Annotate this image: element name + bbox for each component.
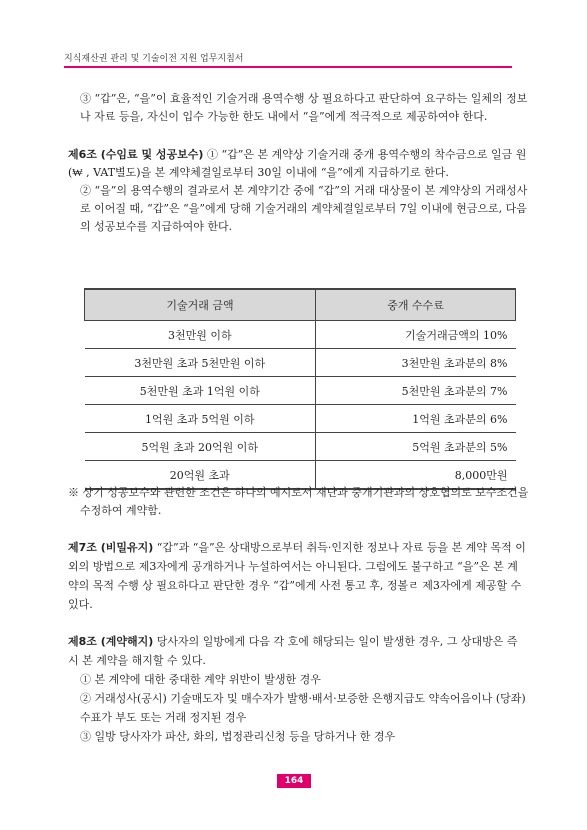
article-8-item-1: ① 본 계약에 대한 중대한 계약 위반이 발생한 경우 [80, 673, 321, 686]
page-number: 164 [277, 774, 311, 788]
table-row [85, 433, 516, 461]
articles-7-8 [68, 538, 526, 746]
article-8-item-2: ② 거래성사(공시) 기술매도자 및 매수자가 발행·배서·보증한 은행지급도 약속어음이나 (당좌)수표가 부도 또는 거래 정지된 경우 [80, 692, 526, 724]
table-cell-fee: 8,000만원 [316, 461, 516, 490]
table-cell-fee: 1억원 초과분의 6% [316, 405, 516, 433]
article-6-item-2: ② “을”의 용역수행의 결과로서 본 계약기간 중에 “갑”의 거래 대상물이 본 계약상의 거래성사로 이어질 때, “갑”은 “을”에게 당해 기술거래의 계약체결일로부터 7일 이내에 현금으로, 다음의 성공보수를 지급하여야 한다. [80, 184, 528, 233]
article-8-item-3: ③ 일방 당사자가 파산, 화의, 법정관리신청 등을 당하거나 한 경우 [80, 730, 396, 743]
table-row [85, 377, 516, 405]
table-cell-amount: 3천만원 이하 [85, 321, 316, 349]
article-8 [68, 632, 526, 670]
table-cell-fee: 5천만원 초과분의 7% [316, 377, 516, 405]
table-cell-amount: 1억원 초과 5억원 이하 [85, 405, 316, 433]
table-cell-amount: 20억원 초과 [85, 461, 316, 490]
article-8-body: 당사자의 일방에게 다음 각 호에 해당되는 일이 발생한 경우, 그 상대방은 즉시 본 계약을 해지할 수 있다. [68, 635, 518, 667]
table-cell-fee: 5억원 초과분의 5% [316, 433, 516, 461]
table-row [85, 349, 516, 377]
article-6-heading: 제6조 (수임료 및 성공보수) [68, 148, 204, 161]
table-header-amount: 기술거래 금액 [85, 289, 316, 321]
document-body [68, 90, 528, 236]
table-cell-amount: 5천만원 초과 1억원 이하 [85, 377, 316, 405]
article-7-body: “갑”과 “을”은 상대방으로부터 취득·인지한 정보나 자료 등을 본 계약 목적 이외의 방법으로 제3자에게 공개하거나 누설하여서는 아니된다. 그럼에도 불구하고 “을”은 본 계약의 목적 수행 상 필요하다고 판단한 경우 “갑”에게 사전 통고 후, 정볼ㄹ 제3자에게 제공할 수 있다. [68, 541, 526, 611]
header-divider [64, 66, 512, 68]
table-cell-fee: 기술거래금액의 10% [316, 321, 516, 349]
fee-note: ※ 상기 성공보수와 관련한 조건은 하나의 예시로서 재단과 중개기관과의 상호협의로 보수조건을 수정하여 계약함. [68, 486, 529, 517]
intro-item-3: ③ “갑”은, “을”이 효율적인 기술거래 용역수행 상 필요하다고 판단하여 요구하는 일체의 정보나 자료 등을, 자신이 입수 가능한 한도 내에서 “을”에게 적극적으로 제공하여야 한다. [80, 92, 528, 123]
table-cell-fee: 3천만원 초과분의 8% [316, 349, 516, 377]
article-6 [68, 146, 528, 236]
article-6-item-1: ① “갑”은 본 계약상 기술거래 중개 용역수행의 착수금으로 일금 원(₩ , VAT별도)을 본 계약체결일로부터 30일 이내에 “을”에게 지급하기로 한다. [68, 148, 527, 179]
table-row [85, 321, 516, 349]
table-cell-amount: 5억원 초과 20억원 이하 [85, 433, 316, 461]
article-7-heading: 제7조 (비밀유지) [68, 541, 154, 554]
table-cell-amount: 3천만원 초과 5천만원 이하 [85, 349, 316, 377]
article-8-heading: 제8조 (계약해지) [68, 635, 154, 648]
table-header-fee: 중개 수수료 [316, 289, 516, 321]
table-header-row [85, 289, 516, 321]
table-row [85, 405, 516, 433]
document-header: 지식재산권 관리 및 기술이전 지원 업무지침서 [64, 54, 244, 64]
article-7 [68, 538, 526, 614]
success-fee-table [84, 288, 516, 490]
